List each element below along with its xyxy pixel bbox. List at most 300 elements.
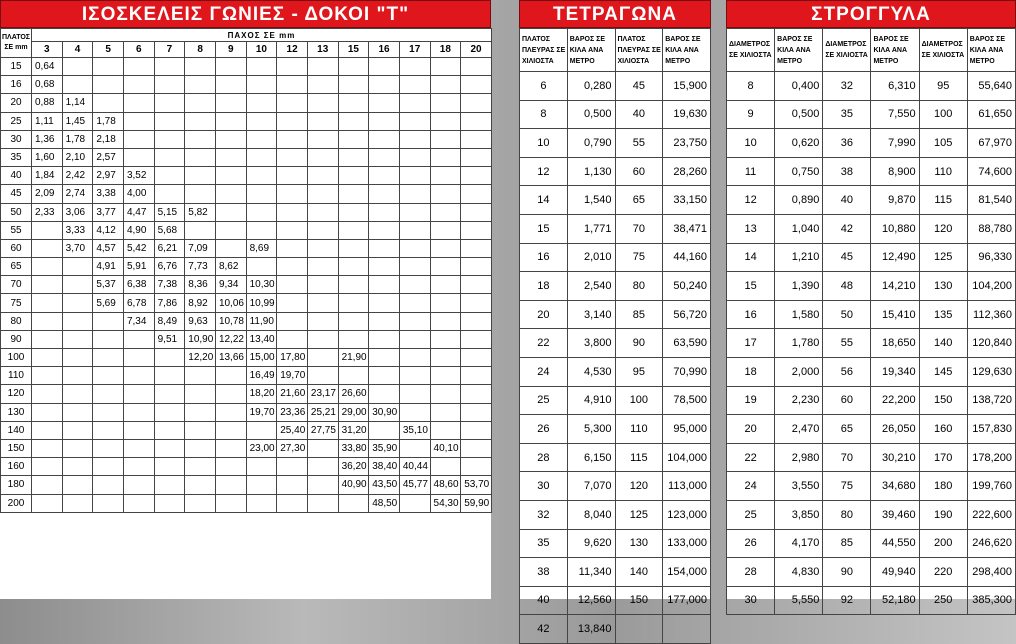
weight-cell <box>154 76 185 94</box>
angles-title: ΙΣΟΣΚΕΛΕΙΣ ΓΩΝΙΕΣ - ΔΟΚΟΙ "T" <box>0 0 491 28</box>
weight-cell <box>246 112 277 130</box>
weight-cell: 88,780 <box>967 214 1015 243</box>
weight-cell: 112,360 <box>967 300 1015 329</box>
size-cell: 130 <box>919 272 967 301</box>
weight-cell <box>369 349 400 367</box>
weight-cell <box>307 367 338 385</box>
weight-cell <box>399 94 430 112</box>
size-cell: 180 <box>919 472 967 501</box>
weight-cell: 1,60 <box>32 148 63 166</box>
weight-cell: 55,640 <box>967 72 1015 101</box>
size-cell: 160 <box>919 415 967 444</box>
weight-cell <box>246 167 277 185</box>
weight-cell: 38,40 <box>369 458 400 476</box>
size-cell: 80 <box>823 500 871 529</box>
weight-cell <box>123 458 154 476</box>
weight-cell <box>62 58 93 76</box>
weight-cell <box>93 439 124 457</box>
table-row <box>1 294 492 312</box>
weight-cell <box>93 58 124 76</box>
weight-cell <box>307 130 338 148</box>
weight-cell: 74,600 <box>967 157 1015 186</box>
rounds-title: ΣΤΡΟΓΓΥΛΑ <box>726 0 1016 28</box>
weight-cell: 3,550 <box>775 472 823 501</box>
column-header: ΒΑΡΟΣ ΣΕ ΚΙΛΑ ΑΝΑ ΜΕΤΡΟ <box>967 29 1015 72</box>
size-cell: 42 <box>823 214 871 243</box>
size-cell: 11 <box>727 157 775 186</box>
weight-cell <box>32 312 63 330</box>
weight-cell: 44,160 <box>663 243 711 272</box>
table-row <box>1 112 492 130</box>
weight-cell: 7,38 <box>154 276 185 294</box>
size-cell: 25 <box>520 386 568 415</box>
weight-cell <box>154 476 185 494</box>
weight-cell <box>154 494 185 512</box>
weight-cell: 2,57 <box>93 148 124 166</box>
size-cell: 85 <box>615 300 663 329</box>
weight-cell: 26,60 <box>338 385 369 403</box>
weight-cell <box>307 294 338 312</box>
table-row <box>1 403 492 421</box>
weight-cell <box>62 276 93 294</box>
table-row <box>520 186 711 215</box>
weight-cell <box>399 349 430 367</box>
size-cell: 95 <box>919 72 967 101</box>
weight-cell: 2,74 <box>62 185 93 203</box>
weight-cell <box>461 367 492 385</box>
weight-cell: 70,990 <box>663 357 711 386</box>
weight-cell: 7,550 <box>871 100 919 129</box>
table-row <box>1 94 492 112</box>
weight-cell <box>430 385 461 403</box>
weight-cell <box>307 476 338 494</box>
weight-cell: 10,30 <box>246 276 277 294</box>
weight-cell: 0,280 <box>567 72 615 101</box>
table-row <box>520 386 711 415</box>
weight-cell <box>215 458 246 476</box>
weight-cell: 1,540 <box>567 186 615 215</box>
weight-cell <box>307 221 338 239</box>
weight-cell <box>154 185 185 203</box>
weight-cell <box>461 203 492 221</box>
weight-cell <box>32 367 63 385</box>
weight-cell <box>338 221 369 239</box>
size-cell: 36 <box>823 129 871 158</box>
size-cell: 75 <box>823 472 871 501</box>
weight-cell <box>32 330 63 348</box>
weight-cell <box>123 403 154 421</box>
weight-cell: 52,180 <box>871 586 919 615</box>
weight-cell: 120,840 <box>967 329 1015 358</box>
rounds-panel <box>726 0 1016 607</box>
weight-cell <box>215 167 246 185</box>
weight-cell: 40,44 <box>399 458 430 476</box>
table-row <box>1 239 492 257</box>
weight-cell <box>154 94 185 112</box>
table-row <box>1 203 492 221</box>
weight-cell: 36,20 <box>338 458 369 476</box>
weight-cell <box>277 76 308 94</box>
weight-cell <box>246 476 277 494</box>
weight-cell <box>93 76 124 94</box>
weight-cell: 45,77 <box>399 476 430 494</box>
size-cell: 92 <box>823 586 871 615</box>
weight-cell <box>369 94 400 112</box>
width-cell: 120 <box>1 385 32 403</box>
weight-cell <box>123 130 154 148</box>
weight-cell: 123,000 <box>663 500 711 529</box>
weight-cell <box>215 385 246 403</box>
weight-cell: 4,91 <box>93 258 124 276</box>
squares-panel <box>519 0 711 636</box>
weight-cell: 26,050 <box>871 415 919 444</box>
weight-cell <box>430 458 461 476</box>
weight-cell: 28,260 <box>663 157 711 186</box>
size-cell: 40 <box>520 586 568 615</box>
weight-cell: 4,00 <box>123 185 154 203</box>
width-cell: 35 <box>1 148 32 166</box>
weight-cell: 15,410 <box>871 300 919 329</box>
table-row <box>1 58 492 76</box>
weight-cell <box>215 439 246 457</box>
weight-cell <box>369 221 400 239</box>
size-cell: 8 <box>520 100 568 129</box>
weight-cell: 3,77 <box>93 203 124 221</box>
weight-cell <box>62 367 93 385</box>
weight-cell <box>123 94 154 112</box>
thickness-label: 4 <box>62 42 93 58</box>
width-cell: 50 <box>1 203 32 221</box>
column-header: ΒΑΡΟΣ ΣΕ ΚΙΛΑ ΑΝΑ ΜΕΤΡΟ <box>567 29 615 72</box>
weight-cell <box>307 58 338 76</box>
weight-cell <box>369 203 400 221</box>
weight-cell: 30,210 <box>871 443 919 472</box>
width-cell: 160 <box>1 458 32 476</box>
weight-cell: 199,760 <box>967 472 1015 501</box>
weight-cell <box>277 494 308 512</box>
weight-cell <box>246 130 277 148</box>
weight-cell <box>185 76 216 94</box>
weight-cell <box>215 112 246 130</box>
weight-cell <box>307 349 338 367</box>
weight-cell <box>215 203 246 221</box>
weight-cell <box>461 258 492 276</box>
weight-cell <box>185 58 216 76</box>
weight-cell <box>154 148 185 166</box>
table-row <box>520 214 711 243</box>
weight-cell: 12,490 <box>871 243 919 272</box>
weight-cell: 4,530 <box>567 357 615 386</box>
weight-cell <box>430 58 461 76</box>
weight-cell: 19,630 <box>663 100 711 129</box>
weight-cell <box>399 258 430 276</box>
weight-cell <box>93 349 124 367</box>
weight-cell <box>215 421 246 439</box>
weight-cell <box>32 239 63 257</box>
size-cell: 26 <box>727 529 775 558</box>
weight-cell <box>430 258 461 276</box>
weight-cell: 9,620 <box>567 529 615 558</box>
weight-cell: 104,000 <box>663 443 711 472</box>
table-row <box>727 500 1016 529</box>
size-cell: 60 <box>823 386 871 415</box>
weight-cell: 2,09 <box>32 185 63 203</box>
weight-cell <box>399 439 430 457</box>
weight-cell: 8,36 <box>185 276 216 294</box>
table-row <box>727 357 1016 386</box>
weight-cell <box>461 58 492 76</box>
weight-cell: 33,150 <box>663 186 711 215</box>
weight-cell: 12,20 <box>185 349 216 367</box>
weight-cell: 8,69 <box>246 239 277 257</box>
weight-cell <box>277 294 308 312</box>
weight-cell: 3,70 <box>62 239 93 257</box>
weight-cell: 2,33 <box>32 203 63 221</box>
weight-cell: 56,720 <box>663 300 711 329</box>
weight-cell <box>430 294 461 312</box>
weight-cell <box>461 403 492 421</box>
weight-cell <box>430 276 461 294</box>
weight-cell <box>123 148 154 166</box>
weight-cell <box>154 403 185 421</box>
weight-cell: 1,78 <box>62 130 93 148</box>
weight-cell: 157,830 <box>967 415 1015 444</box>
weight-cell <box>338 239 369 257</box>
weight-cell: 0,88 <box>32 94 63 112</box>
weight-cell <box>461 421 492 439</box>
weight-cell <box>430 203 461 221</box>
size-cell: 55 <box>615 129 663 158</box>
width-cell: 30 <box>1 130 32 148</box>
weight-cell: 9,34 <box>215 276 246 294</box>
weight-cell: 18,20 <box>246 385 277 403</box>
weight-cell <box>307 94 338 112</box>
weight-cell: 18,650 <box>871 329 919 358</box>
table-row <box>1 148 492 166</box>
weight-cell: 5,82 <box>185 203 216 221</box>
weight-cell <box>215 239 246 257</box>
table-row <box>727 272 1016 301</box>
table-row <box>727 300 1016 329</box>
weight-cell <box>277 330 308 348</box>
weight-cell: 8,900 <box>871 157 919 186</box>
table-row <box>520 615 711 644</box>
squares-table <box>519 28 711 644</box>
table-row <box>520 72 711 101</box>
weight-cell <box>461 458 492 476</box>
weight-cell <box>93 330 124 348</box>
weight-cell: 35,10 <box>399 421 430 439</box>
weight-cell: 34,680 <box>871 472 919 501</box>
weight-cell <box>246 94 277 112</box>
thickness-label: 13 <box>307 42 338 58</box>
weight-cell <box>215 148 246 166</box>
weight-cell <box>369 148 400 166</box>
weight-cell <box>338 112 369 130</box>
thickness-label: 16 <box>369 42 400 58</box>
weight-cell: 23,17 <box>307 385 338 403</box>
size-cell: 14 <box>727 243 775 272</box>
weight-cell: 11,90 <box>246 312 277 330</box>
weight-cell <box>123 112 154 130</box>
weight-cell <box>32 439 63 457</box>
size-cell: 60 <box>615 157 663 186</box>
weight-cell <box>430 330 461 348</box>
weight-cell <box>246 458 277 476</box>
size-cell: 28 <box>520 443 568 472</box>
weight-cell <box>461 239 492 257</box>
table-row <box>1 367 492 385</box>
weight-cell: 5,69 <box>93 294 124 312</box>
weight-cell: 15,900 <box>663 72 711 101</box>
weight-cell: 1,580 <box>775 300 823 329</box>
table-row <box>520 443 711 472</box>
table-row <box>520 329 711 358</box>
weight-cell <box>277 58 308 76</box>
weight-cell <box>399 367 430 385</box>
weight-cell <box>185 403 216 421</box>
weight-cell <box>338 294 369 312</box>
table-row <box>727 415 1016 444</box>
size-cell: 110 <box>615 415 663 444</box>
weight-cell: 13,66 <box>215 349 246 367</box>
weight-cell <box>62 403 93 421</box>
weight-cell <box>246 494 277 512</box>
size-cell: 130 <box>615 529 663 558</box>
size-cell: 45 <box>823 243 871 272</box>
weight-cell <box>430 148 461 166</box>
width-cell: 40 <box>1 167 32 185</box>
weight-cell <box>123 421 154 439</box>
weight-cell <box>369 58 400 76</box>
weight-cell: 2,97 <box>93 167 124 185</box>
weight-cell: 3,06 <box>62 203 93 221</box>
size-cell <box>615 615 663 644</box>
weight-cell <box>338 76 369 94</box>
size-cell: 16 <box>520 243 568 272</box>
weight-cell: 49,940 <box>871 558 919 587</box>
weight-cell: 5,42 <box>123 239 154 257</box>
weight-cell: 19,70 <box>246 403 277 421</box>
width-cell: 130 <box>1 403 32 421</box>
weight-cell <box>93 494 124 512</box>
weight-cell <box>307 330 338 348</box>
weight-cell <box>461 112 492 130</box>
size-cell: 10 <box>727 129 775 158</box>
weight-cell: 19,70 <box>277 367 308 385</box>
weight-cell: 7,34 <box>123 312 154 330</box>
size-cell: 15 <box>727 272 775 301</box>
weight-cell: 16,49 <box>246 367 277 385</box>
weight-cell: 298,400 <box>967 558 1015 587</box>
weight-cell <box>338 58 369 76</box>
weight-cell: 6,76 <box>154 258 185 276</box>
table-row <box>520 129 711 158</box>
weight-cell: 31,20 <box>338 421 369 439</box>
weight-cell <box>399 294 430 312</box>
weight-cell <box>461 330 492 348</box>
width-cell: 70 <box>1 276 32 294</box>
weight-cell: 30,90 <box>369 403 400 421</box>
weight-cell <box>369 330 400 348</box>
width-cell: 60 <box>1 239 32 257</box>
weight-cell: 3,33 <box>62 221 93 239</box>
column-header: ΔΙΑΜΕΤΡΟΣ ΣΕ ΧΙΛΙΟΣΤΑ <box>919 29 967 72</box>
size-cell: 80 <box>615 272 663 301</box>
weight-cell <box>246 258 277 276</box>
weight-cell <box>338 148 369 166</box>
weight-cell <box>154 458 185 476</box>
angles-panel <box>0 0 491 599</box>
weight-cell: 35,90 <box>369 439 400 457</box>
table-row <box>1 76 492 94</box>
weight-cell <box>215 221 246 239</box>
weight-cell: 222,600 <box>967 500 1015 529</box>
weight-cell: 0,500 <box>567 100 615 129</box>
weight-cell <box>461 167 492 185</box>
weight-cell: 8,62 <box>215 258 246 276</box>
weight-cell <box>123 494 154 512</box>
width-cell: 75 <box>1 294 32 312</box>
size-cell: 10 <box>520 129 568 158</box>
size-cell: 105 <box>919 129 967 158</box>
weight-cell: 113,000 <box>663 472 711 501</box>
table-row <box>727 558 1016 587</box>
weight-cell: 0,500 <box>775 100 823 129</box>
weight-cell <box>399 58 430 76</box>
weight-cell <box>246 76 277 94</box>
weight-cell <box>307 185 338 203</box>
weight-cell <box>399 385 430 403</box>
weight-cell: 1,36 <box>32 130 63 148</box>
weight-cell <box>307 239 338 257</box>
weight-cell: 1,45 <box>62 112 93 130</box>
size-cell: 90 <box>823 558 871 587</box>
weight-cell <box>215 94 246 112</box>
table-row <box>727 529 1016 558</box>
size-cell: 56 <box>823 357 871 386</box>
weight-cell <box>215 403 246 421</box>
weight-cell <box>185 385 216 403</box>
table-row <box>1 185 492 203</box>
weight-cell <box>32 421 63 439</box>
column-header: ΒΑΡΟΣ ΣΕ ΚΙΛΑ ΑΝΑ ΜΕΤΡΟ <box>663 29 711 72</box>
weight-cell <box>32 476 63 494</box>
weight-cell: 5,37 <box>93 276 124 294</box>
weight-cell <box>185 221 216 239</box>
column-header: ΒΑΡΟΣ ΣΕ ΚΙΛΑ ΑΝΑ ΜΕΤΡΟ <box>871 29 919 72</box>
weight-cell <box>307 494 338 512</box>
weight-cell <box>62 349 93 367</box>
weight-cell <box>338 167 369 185</box>
weight-cell <box>154 167 185 185</box>
width-header: ΠΛΑΤΟΣ ΣΕ mm <box>1 29 32 58</box>
weight-cell: 23,36 <box>277 403 308 421</box>
size-cell: 120 <box>615 472 663 501</box>
width-cell: 25 <box>1 112 32 130</box>
weight-cell <box>399 167 430 185</box>
weight-cell: 48,50 <box>369 494 400 512</box>
size-cell: 145 <box>919 357 967 386</box>
weight-cell <box>461 294 492 312</box>
size-cell: 16 <box>727 300 775 329</box>
weight-cell: 5,91 <box>123 258 154 276</box>
thickness-label: 9 <box>215 42 246 58</box>
weight-cell <box>369 421 400 439</box>
weight-cell: 0,750 <box>775 157 823 186</box>
weight-cell <box>154 439 185 457</box>
thickness-label: 18 <box>430 42 461 58</box>
